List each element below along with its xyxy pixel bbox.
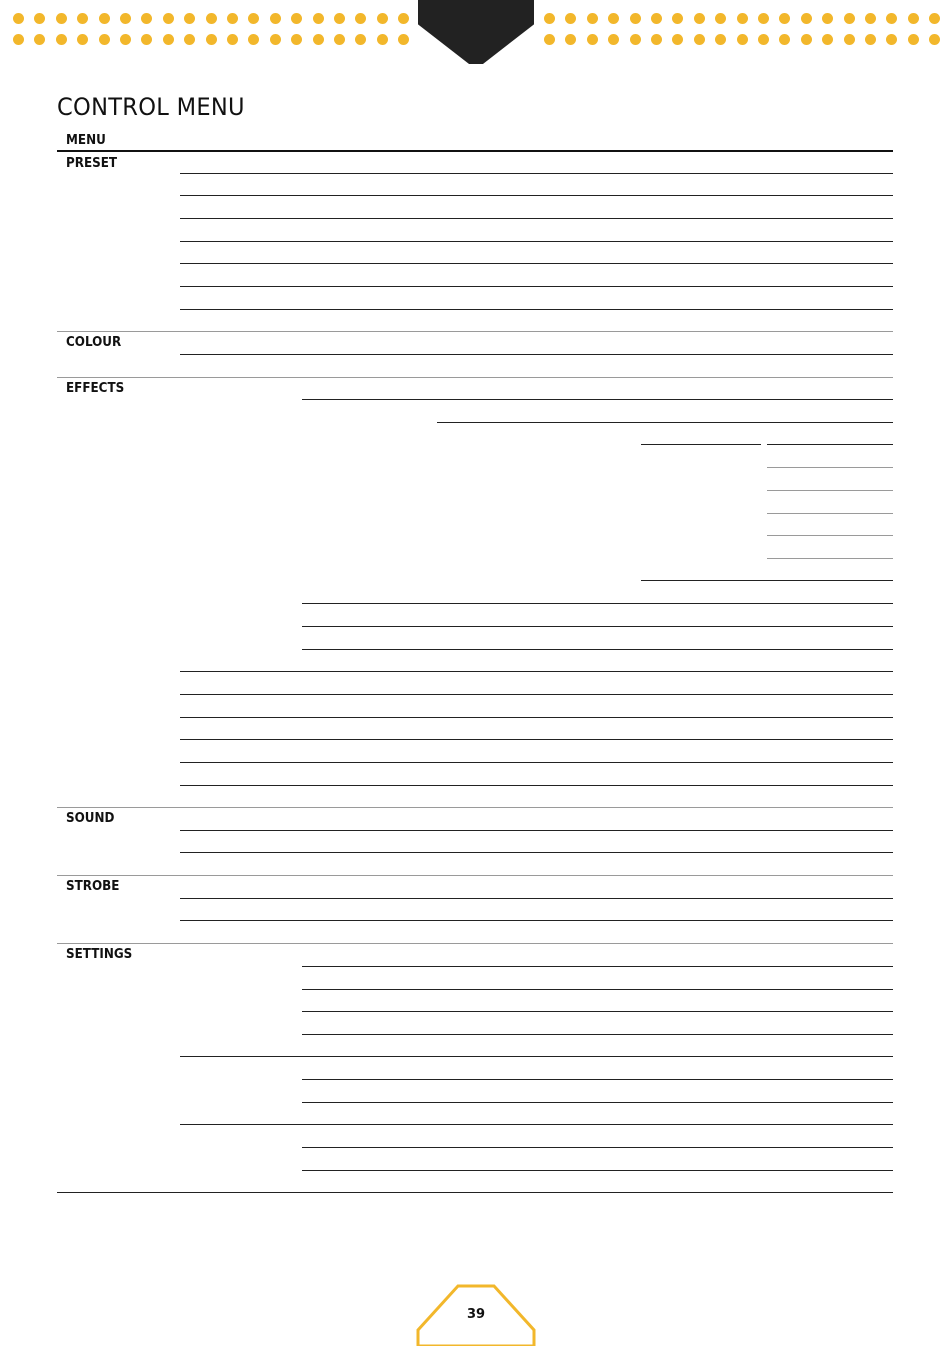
dot-icon <box>334 13 345 24</box>
table-rule <box>767 444 893 445</box>
dot-row-left-bottom <box>0 34 410 46</box>
dot-icon <box>56 13 67 24</box>
dot-icon <box>270 13 281 24</box>
dot-icon <box>822 13 833 24</box>
dot-icon <box>929 34 940 45</box>
dot-icon <box>694 34 705 45</box>
table-rule <box>302 626 893 627</box>
dot-icon <box>544 13 555 24</box>
section-label-sound: SOUND <box>66 811 115 826</box>
table-rule <box>180 1124 893 1125</box>
dot-icon <box>163 34 174 45</box>
table-rule <box>302 1170 893 1171</box>
table-rule <box>57 807 893 808</box>
table-rule <box>302 1011 893 1012</box>
dot-icon <box>630 34 641 45</box>
table-rule <box>180 286 893 287</box>
table-rule <box>57 1192 893 1193</box>
dot-icon <box>758 34 769 45</box>
table-rule <box>180 241 893 242</box>
menu-column-header: MENU <box>66 133 106 148</box>
table-rule <box>180 263 893 264</box>
dot-icon <box>141 13 152 24</box>
dot-icon <box>608 13 619 24</box>
dot-icon <box>715 13 726 24</box>
table-rule <box>437 422 893 423</box>
dot-icon <box>248 13 259 24</box>
dot-icon <box>398 13 409 24</box>
dot-icon <box>694 13 705 24</box>
dot-icon <box>801 34 812 45</box>
dot-icon <box>206 34 217 45</box>
dot-icon <box>163 13 174 24</box>
dot-icon <box>929 13 940 24</box>
table-rule <box>180 920 893 921</box>
dot-icon <box>758 13 769 24</box>
dot-icon <box>313 13 324 24</box>
dot-icon <box>206 13 217 24</box>
dot-icon <box>120 34 131 45</box>
dot-icon <box>865 13 876 24</box>
dot-icon <box>377 13 388 24</box>
table-rule <box>57 875 893 876</box>
dot-icon <box>291 34 302 45</box>
section-label-colour: COLOUR <box>66 335 122 350</box>
dot-icon <box>184 34 195 45</box>
dot-icon <box>544 34 555 45</box>
table-rule <box>641 580 893 581</box>
dot-icon <box>184 13 195 24</box>
dot-icon <box>587 34 598 45</box>
dot-icon <box>355 13 366 24</box>
table-rule <box>180 852 893 853</box>
dot-icon <box>99 13 110 24</box>
dot-icon <box>565 34 576 45</box>
top-tab-shape <box>418 0 534 64</box>
table-rule <box>302 649 893 650</box>
dot-icon <box>334 34 345 45</box>
dot-icon <box>99 34 110 45</box>
dot-icon <box>822 34 833 45</box>
dot-row-right-top <box>540 13 950 25</box>
dot-icon <box>608 34 619 45</box>
dot-icon <box>13 34 24 45</box>
section-label-preset: PRESET <box>66 156 118 171</box>
dot-icon <box>672 13 683 24</box>
dot-icon <box>908 34 919 45</box>
table-rule <box>767 535 893 536</box>
table-rule <box>180 354 893 355</box>
table-rule <box>767 513 893 514</box>
table-rule <box>302 399 893 400</box>
dot-icon <box>34 34 45 45</box>
dot-icon <box>779 34 790 45</box>
dot-row-right-bottom <box>540 34 950 46</box>
dot-icon <box>737 34 748 45</box>
header-rule <box>57 150 893 152</box>
dot-row-left-top <box>0 13 410 25</box>
dot-icon <box>651 13 662 24</box>
dot-icon <box>886 13 897 24</box>
top-decor-band <box>0 0 950 70</box>
table-rule <box>641 444 761 445</box>
table-rule <box>302 1034 893 1035</box>
dot-icon <box>565 13 576 24</box>
table-rule <box>57 331 893 332</box>
dot-icon <box>801 13 812 24</box>
table-rule <box>302 966 893 967</box>
table-rule <box>302 603 893 604</box>
table-rule <box>180 694 893 695</box>
section-label-strobe: STROBE <box>66 879 120 894</box>
dot-icon <box>227 34 238 45</box>
table-rule <box>180 830 893 831</box>
dot-icon <box>270 34 281 45</box>
dot-icon <box>77 13 88 24</box>
dot-icon <box>587 13 598 24</box>
table-rule <box>767 490 893 491</box>
dot-icon <box>56 34 67 45</box>
dot-icon <box>313 34 324 45</box>
table-rule <box>302 989 893 990</box>
table-rule <box>180 762 893 763</box>
table-rule <box>180 173 893 174</box>
dot-icon <box>227 13 238 24</box>
dot-icon <box>651 34 662 45</box>
dot-icon <box>34 13 45 24</box>
table-rule <box>302 1147 893 1148</box>
page-number: 39 <box>466 1307 486 1322</box>
dot-icon <box>779 13 790 24</box>
dot-icon <box>398 34 409 45</box>
dot-icon <box>715 34 726 45</box>
table-rule <box>180 785 893 786</box>
dot-icon <box>355 34 366 45</box>
page-title: CONTROL MENU <box>57 93 245 121</box>
dot-icon <box>908 13 919 24</box>
dot-icon <box>865 34 876 45</box>
dot-icon <box>737 13 748 24</box>
table-rule <box>180 309 893 310</box>
dot-icon <box>248 34 259 45</box>
dot-icon <box>844 13 855 24</box>
dot-icon <box>844 34 855 45</box>
dot-icon <box>13 13 24 24</box>
table-rule <box>57 943 893 944</box>
table-rule <box>180 1056 893 1057</box>
table-rule <box>180 739 893 740</box>
table-rule <box>180 898 893 899</box>
dot-icon <box>377 34 388 45</box>
dot-icon <box>630 13 641 24</box>
dot-icon <box>886 34 897 45</box>
table-rule <box>767 558 893 559</box>
dot-icon <box>141 34 152 45</box>
table-rule <box>767 467 893 468</box>
table-rule <box>180 671 893 672</box>
dot-icon <box>77 34 88 45</box>
dot-icon <box>291 13 302 24</box>
table-rule <box>180 717 893 718</box>
section-label-effects: EFFECTS <box>66 381 125 396</box>
table-rule <box>180 218 893 219</box>
table-rule <box>180 195 893 196</box>
section-label-settings: SETTINGS <box>66 947 133 962</box>
table-rule <box>302 1079 893 1080</box>
dot-icon <box>120 13 131 24</box>
table-rule <box>302 1102 893 1103</box>
dot-icon <box>672 34 683 45</box>
table-rule <box>57 377 893 378</box>
